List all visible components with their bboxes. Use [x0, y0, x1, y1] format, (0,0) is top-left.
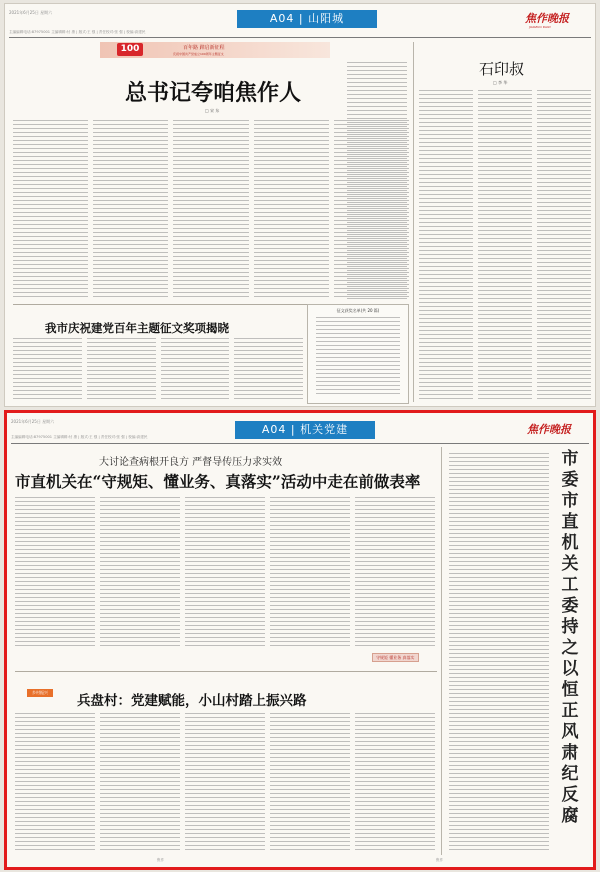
- award-list-entries: [316, 317, 400, 397]
- award-list-box: [307, 304, 409, 404]
- top-meta-line: 主编编辑电话:87975001 主编辑辑:付 康 | 版式:王 强 | 责任校对:张 强 | 校编:高建民: [9, 30, 146, 34]
- top-masthead-sub: JIAOZUO DAILY: [529, 25, 551, 29]
- footer-left: 焦作: [157, 858, 164, 862]
- top-header-rule: [9, 37, 591, 38]
- centenary-badge: 100: [117, 43, 143, 56]
- top-main-article-body: [13, 120, 409, 298]
- bottom-kicker: 大讨论查病根开良方 严督导传压力求实效: [99, 457, 283, 468]
- bottom-masthead: 焦作晚报: [527, 423, 571, 436]
- bottom-column-divider: [441, 447, 442, 855]
- top-second-headline: 我市庆祝建党百年主题征文奖项揭晓: [45, 321, 229, 335]
- rural-column-badge: 乡村振兴: [27, 689, 53, 697]
- footer-right: 焦作: [436, 858, 443, 862]
- campaign-tag: 守规矩 懂业务 真落实: [372, 653, 419, 662]
- award-box-title: 征文获奖名单(共 20 篇): [336, 308, 380, 313]
- bottom-second-article-body: [15, 713, 435, 851]
- right-article-body: [449, 453, 549, 853]
- top-main-byline: □ 宋 东: [205, 108, 220, 113]
- vertical-headline: 市委市直机关工委持之以恒正风肃纪反腐: [561, 449, 579, 826]
- top-main-headline: 总书记夸咱焦作人: [125, 80, 302, 106]
- top-column-divider: [413, 42, 414, 402]
- banner-text: 百年路 踔启新征程: [183, 45, 225, 51]
- bottom-newspaper-page: [4, 410, 596, 870]
- bottom-article-separator: [15, 671, 437, 672]
- top-section-label: A04 | 山阳城: [237, 10, 377, 28]
- bottom-second-headline: 兵盘村：党建赋能，小山村踏上振兴路: [77, 693, 307, 709]
- banner-subtext: 庆祝中国共产党成立100周年主题征文: [173, 52, 224, 56]
- bottom-main-headline: 市直机关在“守规矩、懂业务、真落实”活动中走在前做表率: [15, 472, 421, 491]
- side-headline: 石印叔: [479, 60, 525, 78]
- bottom-date-line: 2021年6月25日 星期六: [11, 419, 55, 424]
- bottom-meta-line: 主编编辑电话:87975001 主编辑辑:付 康 | 版式:王 强 | 责任校对:张 强 | 校编:高建民: [11, 435, 148, 439]
- bottom-main-article-body: [15, 497, 435, 647]
- side-byline: □ 李 华: [493, 80, 508, 85]
- side-article-body: [419, 90, 591, 402]
- top-masthead: 焦作晚报: [525, 12, 569, 25]
- top-date-line: 2021年6月25日 星期六: [9, 10, 53, 15]
- bottom-header-rule: [11, 443, 589, 444]
- bottom-section-label: A04 | 机关党建: [235, 421, 375, 439]
- top-newspaper-page: [4, 3, 596, 407]
- top-second-article-body: [13, 338, 303, 402]
